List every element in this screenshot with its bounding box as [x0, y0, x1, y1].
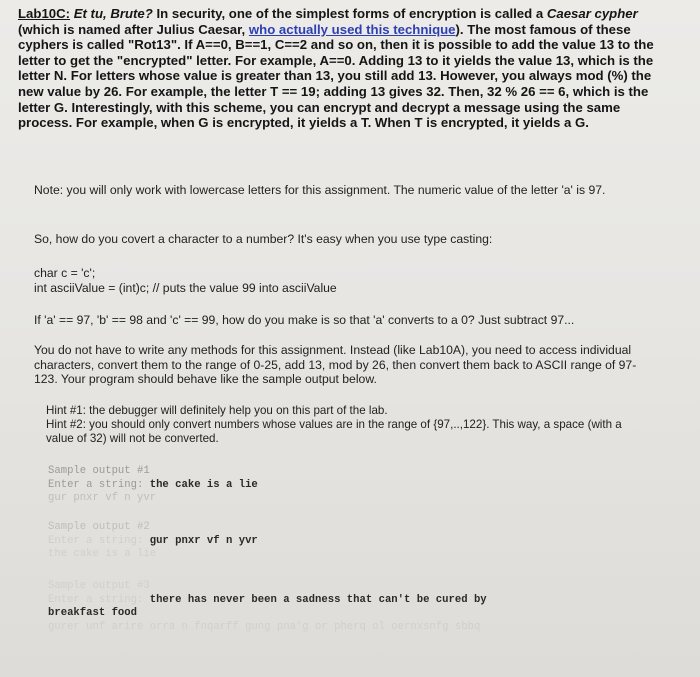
- sample-output: gur pnxr vf n yvr: [48, 492, 157, 504]
- sample-output: the cake is a lie: [48, 548, 157, 560]
- technique-link[interactable]: who actually used this technique: [248, 21, 456, 37]
- lab-subtitle: Et tu, Brute?: [70, 6, 153, 21]
- sample-output-2: [48, 521, 608, 562]
- caesar-cypher-term: Caesar cypher: [546, 6, 638, 21]
- sample-input-continued: breakfast food: [48, 607, 138, 619]
- sample-input: the cake is a lie: [149, 478, 258, 491]
- sample-title: Sample output #3: [48, 580, 150, 592]
- question-paragraph: So, how do you covert a character to a number? It's easy when you use type casting:: [34, 232, 493, 246]
- sample-output: gurer unf arire orra n fnqarff gung pna'g or pherq ol oernxsnfg sbbq: [48, 620, 481, 633]
- sample-output-1: [48, 465, 608, 506]
- lab-title: Lab10C:: [18, 6, 71, 21]
- sample-prompt: Enter a string:: [48, 593, 150, 606]
- hint-1: Hint #1: the debugger will definitely help you on this part of the lab.: [46, 404, 388, 417]
- instructions-paragraph: You do not have to write any methods for this assignment. Instead (like Lab10A), you need to access individual characters, convert them to the range of 0-25, add 13, mod by 26, then convert them back to ASCII range of 97-123. Your program should behave like the sample output below.: [34, 343, 637, 387]
- sample-output-3: [48, 580, 608, 634]
- subtract-paragraph: If 'a' == 97, 'b' == 98 and 'c' == 99, how do you make is so that 'a' converts to a 0? Just subtract 97...: [34, 313, 575, 327]
- sample-title: Sample output #2: [48, 521, 150, 533]
- hint-2: Hint #2: you should only convert numbers whose values are in the range of {97,..,122}. This way, a space (with a value of 32) will not be converted.: [46, 418, 622, 445]
- note-paragraph: Note: you will only work with lowercase letters for this assignment. The numeric value of the letter 'a' is 97.: [34, 183, 606, 197]
- code-line-2: int asciiValue = (int)c; // puts the value 99 into asciiValue: [34, 281, 337, 295]
- code-line-1: char c = 'c';: [34, 266, 96, 280]
- intro-paragraph: Lab10C: Et tu, Brute? In security, one of the simplest forms of encryption is called a Caesar cypher (which is named after Julius Caesar, who actually used this technique). The most famous of these cyphers is called "Rot13". If A==0, B==1, C==2 and so on, then it is possible to add the value 13 to the letter to get the "encrypted" letter. For example, A==0. Adding 13 to it yields the value 13, which is the letter N. For letters whose value is greater than 13, you still add 13. However, you always mod (%) the new value by 26. For example, the letter T == 19; adding 13 gives 32. Then, 32 % 26 == 6, which is the letter G. Interestingly, with this scheme, you can encrypt and decrypt a message using the same process. For example, when G is encrypted, it yields a T. When T is encrypted, it yields a G.: [18, 6, 654, 131]
- sample-input: gur pnxr vf n yvr: [149, 534, 258, 547]
- sample-prompt: Enter a string:: [48, 534, 150, 547]
- sample-title: Sample output #1: [48, 465, 150, 477]
- sample-prompt: Enter a string:: [48, 478, 150, 491]
- sample-input: there has never been a sadness that can't be cured by: [149, 593, 487, 606]
